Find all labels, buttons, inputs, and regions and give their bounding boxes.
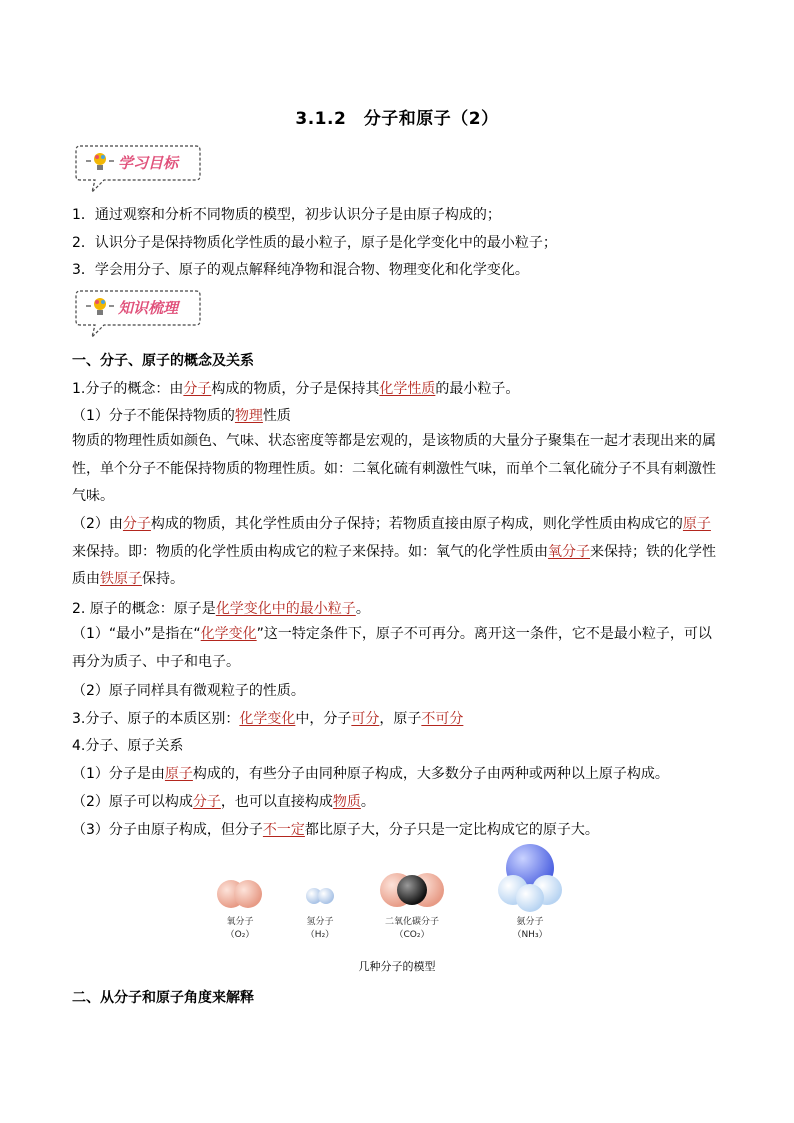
answer-underline: 原子 — [682, 516, 711, 532]
knowledge-badge — [74, 287, 202, 339]
model-label — [490, 916, 570, 942]
paragraph-1 — [72, 379, 724, 399]
text: 构成的，有些分子由同种原子构成，大多数分子由两种或两种以上原子构成。 — [192, 766, 669, 782]
paragraph-6 — [72, 621, 724, 676]
text: 构成的物质，分子是保持其 — [211, 381, 380, 397]
model-formula: （CO₂） — [394, 930, 430, 940]
text: 3.分子、原子的本质区别： — [72, 711, 240, 727]
model-formula: （H₂） — [305, 930, 335, 940]
text: 中，分子 — [295, 711, 352, 727]
answer-underline: 化学性质 — [379, 381, 436, 397]
badge-label: 知识梳理 — [118, 299, 179, 317]
answer-underline: 化学变化 — [239, 711, 296, 727]
paragraph-2 — [72, 406, 724, 426]
text: 的最小粒子。 — [435, 381, 520, 397]
text: ”这一特定条件下，原子不可再分。离开这一条件，它不是最小粒子，可以再分为质子、中子和电子。 — [72, 626, 712, 670]
answer-underline: 物质 — [332, 794, 361, 810]
answer-underline: 不可分 — [421, 711, 464, 727]
answer-underline: 氧分子 — [548, 543, 590, 560]
paragraph-8 — [72, 709, 724, 729]
answer-underline: 化学变化 — [200, 626, 257, 642]
goal-1: 1．通过观察和分析不同物质的模型，初步认识分子是由原子构成的； — [72, 207, 501, 223]
answer-underline: 分子 — [122, 516, 151, 532]
goal-2: 2．认识分子是保持物质化学性质的最小粒子，原子是化学变化中的最小粒子； — [72, 235, 557, 251]
molecule-models-figure — [200, 842, 600, 962]
paragraph-10 — [72, 764, 724, 784]
model-name: 氢分子 — [306, 917, 334, 927]
text: 性质 — [262, 408, 291, 424]
paragraph-4 — [72, 511, 724, 594]
answer-underline: 化学变化中的最小粒子 — [215, 601, 356, 617]
carbon-dioxide-molecule-model — [380, 873, 444, 907]
text: 来保持；铁的化学性质由 — [72, 543, 716, 587]
text: （3）分子由原子构成，但分子 — [72, 822, 263, 838]
text: ，原子 — [379, 711, 422, 727]
text: 保持。 — [142, 571, 184, 587]
paragraph-11 — [72, 792, 724, 812]
ammonia-molecule-model — [498, 844, 562, 912]
model-label — [372, 916, 452, 942]
figure-caption: 几种分子的模型 — [358, 960, 436, 973]
badge-label: 学习目标 — [118, 154, 179, 172]
text: （2）由 — [72, 516, 123, 532]
molecule-models-illustration — [200, 842, 600, 912]
answer-underline: 分子 — [183, 381, 212, 397]
answer-underline: 原子 — [164, 766, 193, 782]
model-label — [280, 916, 360, 942]
text: 都比原子大，分子只是一定比构成它的原子大。 — [304, 822, 599, 838]
answer-underline: 不一定 — [262, 822, 305, 838]
model-formula: （NH₃） — [512, 930, 548, 940]
model-label — [200, 916, 280, 942]
text: （1）分子不能保持物质的 — [72, 408, 235, 424]
text: （1）“最小”是指在“ — [72, 626, 201, 642]
answer-underline: 分子 — [192, 794, 221, 810]
paragraph-9: 4.分子、原子关系 — [72, 738, 184, 754]
text: 构成的物质，其化学性质由分子保持；若物质直接由原子构成，则化学性质由构成它的 — [150, 516, 683, 532]
model-name: 氨分子 — [516, 917, 544, 927]
section-2-heading: 二、从分子和原子角度来解释 — [72, 990, 254, 1006]
paragraph-7: （2）原子同样具有微观粒子的性质。 — [72, 683, 305, 699]
hydrogen-molecule-model — [306, 888, 334, 904]
text: 1.分子的概念：由 — [72, 381, 184, 397]
learning-goals-badge — [74, 142, 202, 194]
model-name: 氧分子 — [226, 917, 254, 927]
paragraph-5 — [72, 599, 724, 619]
model-name: 二氧化碳分子 — [384, 917, 439, 927]
model-formula: （O₂） — [225, 930, 255, 940]
paragraph-12 — [72, 820, 724, 840]
text: （2）原子可以构成 — [72, 794, 193, 810]
text: 。 — [360, 794, 375, 810]
text: （1）分子是由 — [72, 766, 165, 782]
text: 来保持。即：物质的化学性质由构成它的粒子来保持。如：氧气的化学性质由 — [72, 543, 548, 560]
text: 。 — [355, 601, 370, 617]
answer-underline: 铁原子 — [100, 571, 142, 587]
paragraph-3: 物质的物理性质如颜色、气味、状态密度等都是宏观的，是该物质的大量分子聚集在一起才表现出来的属性，单个分子不能保持物质的物理性质。如：二氧化硫有刺激性气味，而单个二氧化硫分子不具有刺激性气味。 — [72, 433, 716, 504]
answer-underline: 可分 — [351, 711, 380, 727]
oxygen-molecule-model — [217, 880, 262, 908]
text: ，也可以直接构成 — [220, 794, 333, 810]
answer-underline: 物理 — [234, 408, 263, 424]
text: 2. 原子的概念：原子是 — [72, 601, 216, 617]
section-1-heading: 一、分子、原子的概念及关系 — [72, 353, 254, 369]
page-title: 3.1.2 分子和原子（2） — [295, 109, 499, 129]
goal-3: 3．学会用分子、原子的观点解释纯净物和混合物、物理变化和化学变化。 — [72, 262, 529, 278]
